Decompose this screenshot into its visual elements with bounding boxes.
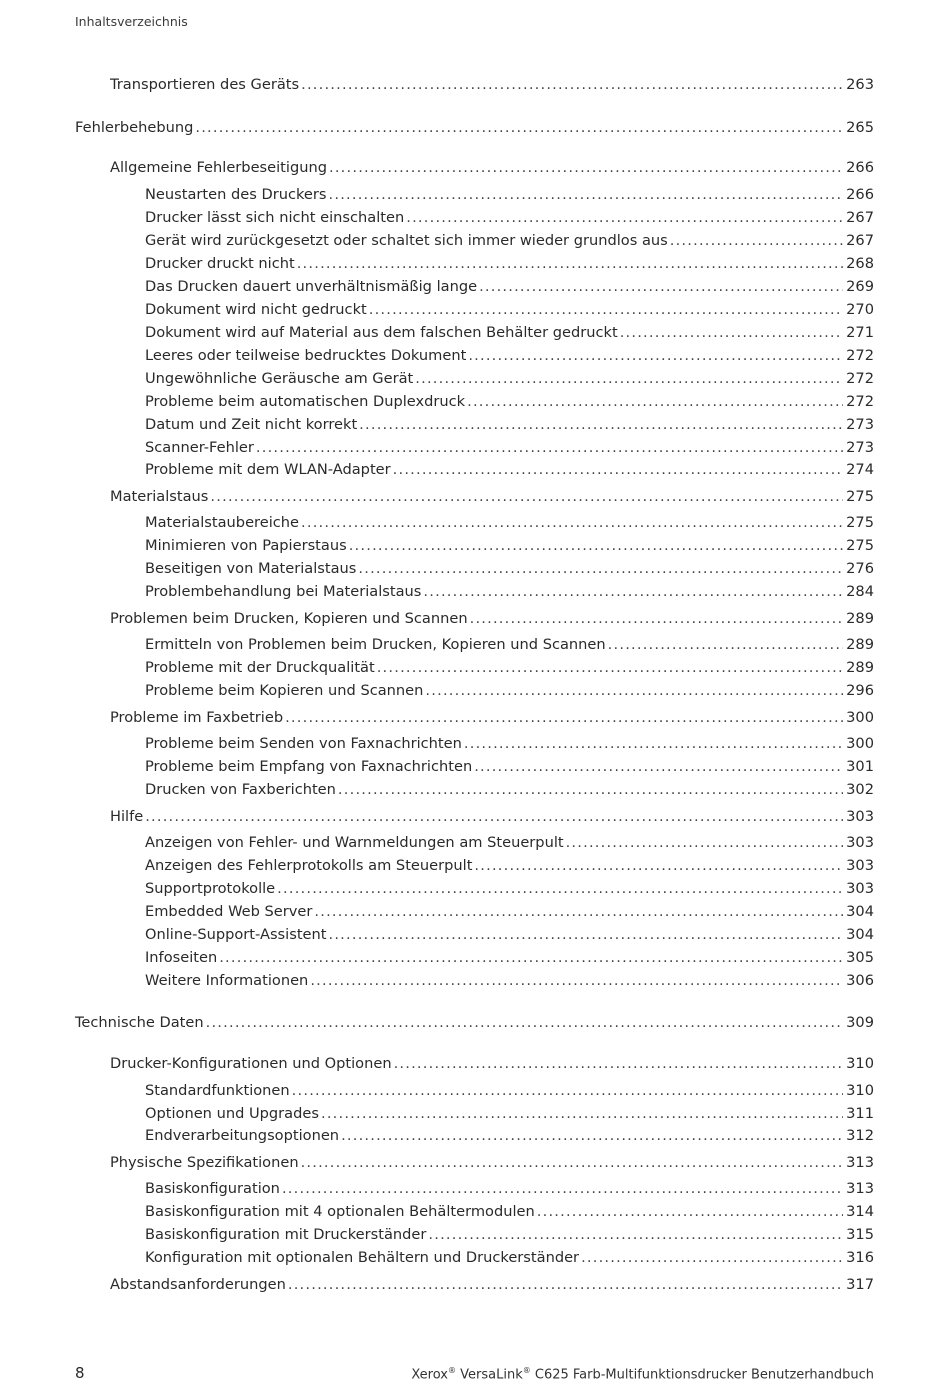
toc-entry[interactable] (110, 1054, 874, 1074)
dot-leader (301, 513, 843, 533)
dot-leader (285, 708, 843, 728)
toc-entry[interactable] (110, 1153, 874, 1173)
toc-entry-page-number: 265 (846, 119, 874, 136)
toc-entry[interactable] (145, 460, 874, 480)
toc-entry-page-number: 289 (846, 610, 874, 627)
toc-entry[interactable] (145, 536, 874, 556)
dot-leader (145, 807, 843, 827)
toc-entry-title: Embedded Web Server (145, 903, 313, 920)
toc-entry-title: Gerät wird zurückgesetzt oder schaltet sich immer wieder grundlos aus (145, 232, 668, 249)
toc-entry-page-number: 317 (846, 1276, 874, 1293)
toc-entry-page-number: 275 (846, 514, 874, 531)
dot-leader (301, 75, 843, 95)
toc-entry-page-number: 316 (846, 1249, 874, 1266)
dot-leader (670, 231, 843, 251)
toc-entry[interactable] (110, 807, 874, 827)
toc-entry[interactable] (145, 559, 874, 579)
toc-entry[interactable] (110, 1275, 874, 1295)
toc-entry-title: Transportieren des Geräts (110, 76, 300, 93)
toc-entry-title: Basiskonfiguration (145, 1180, 280, 1197)
toc-entry[interactable] (145, 185, 874, 205)
toc-entry-page-number: 272 (846, 393, 874, 410)
footer-product-line: VersaLink (456, 1367, 523, 1383)
running-header: Inhaltsverzeichnis (75, 14, 188, 29)
toc-entry-page-number: 303 (846, 834, 874, 851)
toc-entry-page-number: 284 (846, 583, 874, 600)
toc-entry[interactable] (110, 75, 874, 95)
toc-entry-page-number: 300 (846, 709, 874, 726)
toc-entry-title: Scanner-Fehler (145, 439, 254, 456)
toc-entry-title: Fehlerbehebung (75, 119, 194, 136)
toc-entry-title: Neustarten des Druckers (145, 186, 327, 203)
toc-entry-title: Materialstaubereiche (145, 514, 300, 531)
toc-entry[interactable] (145, 856, 874, 876)
dot-leader (256, 438, 843, 458)
registered-mark: ® (448, 1366, 456, 1375)
toc-entry-page-number: 300 (846, 735, 874, 752)
toc-entry-title: Probleme beim Senden von Faxnachrichten (145, 735, 462, 752)
dot-leader (394, 1054, 844, 1074)
toc-entry-page-number: 263 (846, 76, 874, 93)
toc-entry-title: Dokument wird auf Material aus dem falschen Behälter gedruckt (145, 324, 618, 341)
dot-leader (292, 1081, 843, 1101)
toc-entry-title: Datum und Zeit nicht korrekt (145, 416, 358, 433)
dot-leader (210, 487, 843, 507)
toc-entry-title: Infoseiten (145, 949, 218, 966)
toc-entry[interactable] (145, 231, 874, 251)
toc-entry[interactable] (145, 346, 874, 366)
dot-leader (425, 681, 843, 701)
dot-leader (474, 757, 843, 777)
toc-entry-page-number: 312 (846, 1127, 874, 1144)
toc-entry-title: Physische Spezifikationen (110, 1154, 299, 1171)
toc-entry-page-number: 271 (846, 324, 874, 341)
toc-entry-page-number: 303 (846, 808, 874, 825)
toc-entry[interactable] (145, 415, 874, 435)
toc-entry-title: Probleme beim automatischen Duplexdruck (145, 393, 466, 410)
toc-entry-title: Abstandsanforderungen (110, 1276, 286, 1293)
toc-entry[interactable] (145, 635, 874, 655)
dot-leader (468, 346, 843, 366)
toc-entry[interactable] (145, 948, 874, 968)
toc-entry[interactable] (145, 513, 874, 533)
toc-entry-title: Probleme im Faxbetrieb (110, 709, 284, 726)
dot-leader (329, 925, 844, 945)
toc-entry[interactable] (145, 300, 874, 320)
dot-leader (288, 1275, 843, 1295)
toc-entry-title: Standardfunktionen (145, 1082, 290, 1099)
dot-leader (474, 856, 843, 876)
toc-entry-title: Drucker-Konfigurationen und Optionen (110, 1055, 392, 1072)
toc-entry[interactable] (145, 902, 874, 922)
registered-mark: ® (522, 1366, 531, 1375)
toc-entry-title: Anzeigen des Fehlerprotokolls am Steuerpult (145, 857, 473, 874)
dot-leader (338, 780, 843, 800)
toc-entry[interactable] (145, 254, 874, 274)
toc-entry-title: Probleme mit der Druckqualität (145, 659, 375, 676)
toc-entry[interactable] (145, 323, 874, 343)
dot-leader (470, 609, 844, 629)
dot-leader (566, 833, 844, 853)
toc-entry-page-number: 289 (846, 636, 874, 653)
dot-leader (301, 1153, 844, 1173)
toc-entry-title: Minimieren von Papierstaus (145, 537, 347, 554)
toc-entry[interactable] (145, 582, 874, 602)
toc-entry-page-number: 273 (846, 439, 874, 456)
toc-entry[interactable] (110, 158, 874, 178)
dot-leader (423, 582, 843, 602)
toc-entry[interactable] (75, 118, 874, 138)
toc-entry-title: Das Drucken dauert unverhältnismäßig lange (145, 278, 478, 295)
toc-entry-title: Drucker druckt nicht (145, 255, 295, 272)
toc-entry[interactable] (145, 1126, 874, 1146)
toc-entry[interactable] (145, 925, 874, 945)
toc-entry-title: Basiskonfiguration mit 4 optionalen Behältermodulen (145, 1203, 535, 1220)
toc-entry-page-number: 313 (846, 1154, 874, 1171)
dot-leader (369, 300, 843, 320)
toc-entry-page-number: 314 (846, 1203, 874, 1220)
toc-entry-page-number: 301 (846, 758, 874, 775)
footer-document-title (411, 1366, 874, 1382)
dot-leader (415, 369, 843, 389)
dot-leader (358, 559, 843, 579)
toc-entry[interactable] (145, 757, 874, 777)
toc-entry-title: Konfiguration mit optionalen Behältern und Druckerständer (145, 1249, 580, 1266)
toc-entry-title: Technische Daten (75, 1014, 204, 1031)
toc-entry-page-number: 267 (846, 232, 874, 249)
toc-entry[interactable] (145, 658, 874, 678)
toc-entry-title: Hilfe (110, 808, 144, 825)
footer-product-name: C625 Farb-Multifunktionsdrucker Benutzerhandbuch (530, 1367, 874, 1383)
toc-entry[interactable] (145, 879, 874, 899)
dot-leader (310, 971, 843, 991)
toc-entry-page-number: 305 (846, 949, 874, 966)
footer-page-number: 8 (75, 1364, 85, 1382)
toc-entry-page-number: 303 (846, 880, 874, 897)
toc-entry[interactable] (145, 438, 874, 458)
dot-leader (359, 415, 843, 435)
toc-entry[interactable] (145, 833, 874, 853)
toc-entry-title: Basiskonfiguration mit Druckerständer (145, 1226, 427, 1243)
toc-entry-title: Beseitigen von Materialstaus (145, 560, 357, 577)
toc-entry-page-number: 304 (846, 926, 874, 943)
toc-entry[interactable] (110, 609, 874, 629)
dot-leader (219, 948, 843, 968)
toc-entry-title: Materialstaus (110, 488, 209, 505)
dot-leader (341, 1126, 843, 1146)
toc-entry[interactable] (145, 392, 874, 412)
dot-leader (314, 902, 843, 922)
toc-entry-page-number: 266 (846, 159, 874, 176)
toc-entry-title: Allgemeine Fehlerbeseitigung (110, 159, 327, 176)
toc-entry[interactable] (145, 208, 874, 228)
toc-entry-page-number: 296 (846, 682, 874, 699)
toc-entry-page-number: 268 (846, 255, 874, 272)
dot-leader (195, 118, 843, 138)
toc-entry-page-number: 276 (846, 560, 874, 577)
toc-entry-title: Probleme beim Kopieren und Scannen (145, 682, 424, 699)
dot-leader (282, 1179, 843, 1199)
toc-entry[interactable] (145, 369, 874, 389)
toc-entry-page-number: 274 (846, 461, 874, 478)
toc-entry[interactable] (145, 277, 874, 297)
toc-entry-page-number: 273 (846, 416, 874, 433)
toc-entry-title: Weitere Informationen (145, 972, 309, 989)
toc-entry-page-number: 289 (846, 659, 874, 676)
toc-entry-title: Endverarbeitungsoptionen (145, 1127, 340, 1144)
toc-entry-page-number: 303 (846, 857, 874, 874)
dot-leader (321, 1104, 843, 1124)
dot-leader (467, 392, 843, 412)
toc-entry-title: Problemen beim Drucken, Kopieren und Scannen (110, 610, 468, 627)
toc-entry[interactable] (110, 708, 874, 728)
dot-leader (377, 658, 843, 678)
toc-entry[interactable] (145, 681, 874, 701)
toc-entry[interactable] (145, 1248, 874, 1268)
dot-leader (581, 1248, 843, 1268)
dot-leader (608, 635, 843, 655)
toc-entry[interactable] (110, 487, 874, 507)
dot-leader (464, 734, 843, 754)
toc-entry-page-number: 272 (846, 370, 874, 387)
toc-entry-page-number: 275 (846, 537, 874, 554)
dot-leader (349, 536, 843, 556)
toc-entry-page-number: 306 (846, 972, 874, 989)
toc-entry-title: Supportprotokolle (145, 880, 276, 897)
toc-entry[interactable] (75, 1013, 874, 1033)
toc-entry[interactable] (145, 1104, 874, 1124)
dot-leader (206, 1013, 844, 1033)
dot-leader (479, 277, 843, 297)
dot-leader (329, 158, 843, 178)
toc-entry-title: Online-Support-Assistent (145, 926, 327, 943)
toc-entry[interactable] (145, 734, 874, 754)
toc-entry-title: Probleme mit dem WLAN-Adapter (145, 461, 391, 478)
toc-entry-title: Ungewöhnliche Geräusche am Gerät (145, 370, 414, 387)
toc-entry-page-number: 267 (846, 209, 874, 226)
toc-entry-title: Anzeigen von Fehler- und Warnmeldungen am Steuerpult (145, 834, 564, 851)
toc-entry-page-number: 270 (846, 301, 874, 318)
toc-entry[interactable] (145, 1081, 874, 1101)
dot-leader (620, 323, 843, 343)
toc-entry-page-number: 310 (846, 1082, 874, 1099)
toc-entry-title: Leeres oder teilweise bedrucktes Dokument (145, 347, 467, 364)
toc-entry[interactable] (145, 1202, 874, 1222)
dot-leader (277, 879, 843, 899)
toc-entry[interactable] (145, 1225, 874, 1245)
toc-entry-title: Ermitteln von Problemen beim Drucken, Kopieren und Scannen (145, 636, 606, 653)
toc-entry-title: Problembehandlung bei Materialstaus (145, 583, 422, 600)
toc-entry-title: Drucken von Faxberichten (145, 781, 336, 798)
toc-entry-page-number: 310 (846, 1055, 874, 1072)
dot-leader (428, 1225, 843, 1245)
dot-leader (406, 208, 843, 228)
toc-entry-title: Optionen und Upgrades (145, 1105, 319, 1122)
toc-entry-page-number: 309 (846, 1014, 874, 1031)
toc-entry-page-number: 272 (846, 347, 874, 364)
toc-entry-page-number: 313 (846, 1180, 874, 1197)
toc-entry-title: Drucker lässt sich nicht einschalten (145, 209, 405, 226)
toc-entry-page-number: 311 (846, 1105, 874, 1122)
toc-entry-page-number: 269 (846, 278, 874, 295)
dot-leader (393, 460, 843, 480)
dot-leader (329, 185, 844, 205)
toc-entry-page-number: 266 (846, 186, 874, 203)
dot-leader (537, 1202, 843, 1222)
toc-entry-page-number: 302 (846, 781, 874, 798)
toc-entry[interactable] (145, 971, 874, 991)
toc-entry-page-number: 304 (846, 903, 874, 920)
toc-entry[interactable] (145, 780, 874, 800)
toc-entry-page-number: 275 (846, 488, 874, 505)
toc-entry-title: Dokument wird nicht gedruckt (145, 301, 367, 318)
toc-entry[interactable] (145, 1179, 874, 1199)
toc-entry-title: Probleme beim Empfang von Faxnachrichten (145, 758, 473, 775)
footer-brand: Xerox (411, 1367, 448, 1383)
dot-leader (297, 254, 843, 274)
toc-entry-page-number: 315 (846, 1226, 874, 1243)
